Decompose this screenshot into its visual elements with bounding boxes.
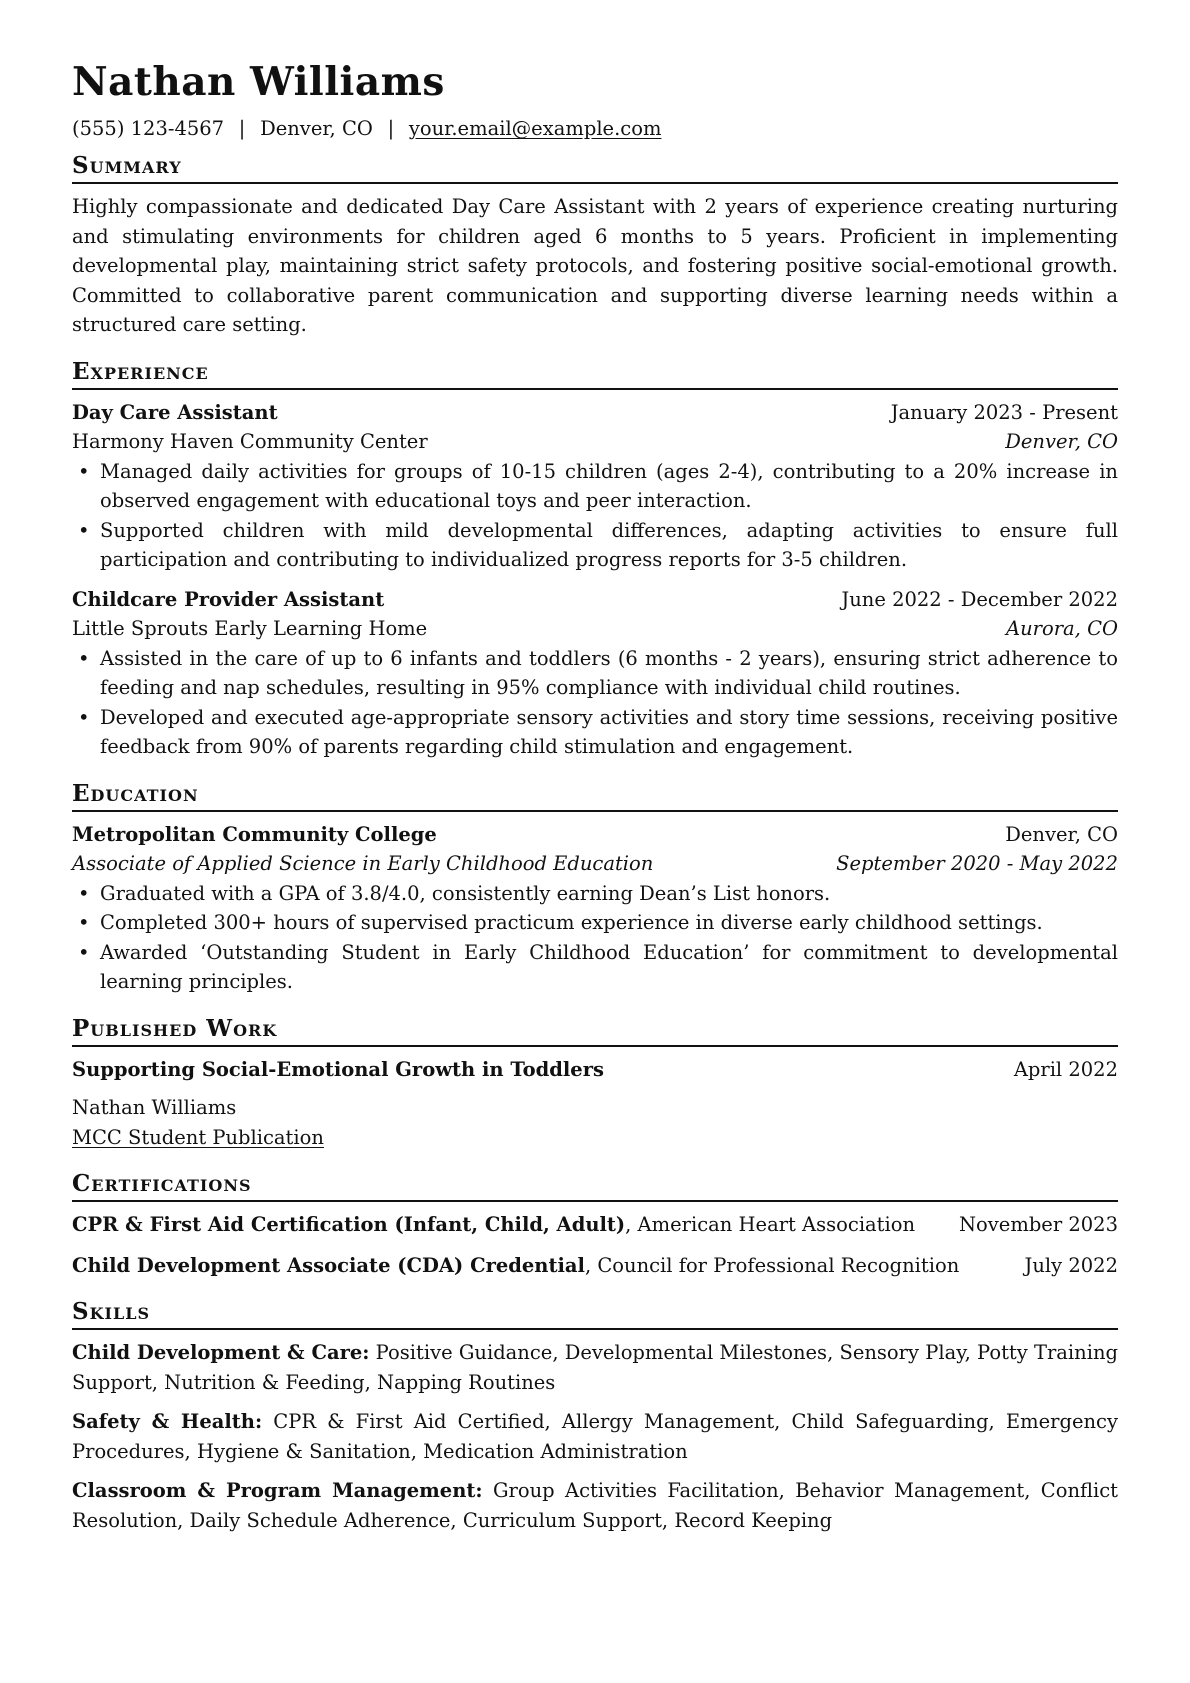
certification-date: July 2022 [1024, 1253, 1118, 1277]
job-bullets [72, 457, 1118, 575]
skill-group [72, 1338, 1118, 1397]
phone-number: (555) 123-4567 [72, 117, 225, 140]
publication-link[interactable]: MCC Student Publication [72, 1125, 324, 1149]
section-title-summary: Summary [72, 152, 1118, 184]
list-item: • Graduated with a GPA of 3.8/4.0, consistently earning Dean’s List honors. [72, 879, 1118, 909]
certification-name: CPR & First Aid Certification (Infant, Child, Adult) [72, 1213, 626, 1236]
publication-header-row [72, 1055, 1118, 1085]
job-org-row [72, 427, 1118, 457]
certification-row [72, 1210, 1118, 1240]
skill-group-text: CPR & First Aid Certified, Allergy Management, Child Safeguarding, Emergency Procedures, Hygiene & Sanitation, Medication Administration [72, 1410, 1118, 1463]
certification-text [72, 1210, 915, 1240]
education-header-row [72, 820, 1118, 850]
job-entry [72, 585, 1118, 762]
skill-group-text: Group Activities Facilitation, Behavior Management, Conflict Resolution, Daily Schedule Adherence, Curriculum Support, Record Keeping [72, 1479, 1118, 1532]
school-location: Denver, CO [1005, 822, 1118, 846]
job-dates: June 2022 - December 2022 [841, 587, 1118, 611]
location: Denver, CO [260, 117, 373, 140]
job-dates: January 2023 - Present [890, 400, 1118, 424]
job-header-row [72, 585, 1118, 615]
certification-text [72, 1251, 959, 1281]
contact-line [72, 114, 1118, 144]
list-item: • Assisted in the care of up to 6 infants and toddlers (6 months - 2 years), ensuring strict adherence to feeding and nap schedules, resulting in 95% compliance with individual child routines. [72, 644, 1118, 703]
education-bullets [72, 879, 1118, 997]
job-bullets [72, 644, 1118, 762]
summary-text: Highly compassionate and dedicated Day Care Assistant with 2 years of experience creating nurturing and stimulating environments for children aged 6 months to 5 years. Proficient in implementing developmental play, maintaining strict safety protocols, and fostering positive social-emotional growth. Committed to collaborative parent communication and supporting diverse learning needs within a structured care setting. [72, 195, 1118, 336]
job-org-row [72, 614, 1118, 644]
resume-page [72, 58, 1118, 1535]
list-item: • Completed 300+ hours of supervised practicum experience in diverse early childhood settings. [72, 908, 1118, 938]
job-header-row [72, 398, 1118, 428]
section-title-published-work: Published Work [72, 1015, 1118, 1047]
section-title-education: Education [72, 780, 1118, 812]
school-name: Metropolitan Community College [72, 822, 437, 846]
skill-group-text: Positive Guidance, Developmental Milestones, Sensory Play, Potty Training Support, Nutrition & Feeding, Napping Routines [72, 1341, 1118, 1394]
separator: | [387, 117, 395, 140]
job-organization: Harmony Haven Community Center [72, 430, 428, 453]
education-entry [72, 820, 1118, 997]
publication-date: April 2022 [1013, 1057, 1118, 1081]
publication-author: Nathan Williams [72, 1096, 237, 1119]
skill-group-label: Safety & Health: [72, 1410, 263, 1433]
skill-group [72, 1476, 1118, 1535]
separator: | [238, 117, 246, 140]
job-role: Day Care Assistant [72, 400, 278, 424]
education-dates: September 2020 - May 2022 [836, 852, 1118, 875]
list-item: • Managed daily activities for groups of 10-15 children (ages 2-4), contributing to a 20% increase in observed engagement with educational toys and peer interaction. [72, 457, 1118, 516]
job-role: Childcare Provider Assistant [72, 587, 385, 611]
list-item: • Awarded ‘Outstanding Student in Early Childhood Education’ for commitment to developmental learning principles. [72, 938, 1118, 997]
certification-date: November 2023 [958, 1213, 1118, 1236]
list-item: • Developed and executed age-appropriate sensory activities and story time sessions, receiving positive feedback from 90% of parents regarding child stimulation and engagement. [72, 703, 1118, 762]
list-item: • Supported children with mild developmental differences, adapting activities to ensure full participation and contributing to individualized progress reports for 3-5 children. [72, 516, 1118, 575]
job-organization: Little Sprouts Early Learning Home [72, 617, 428, 640]
job-location: Denver, CO [1005, 430, 1118, 453]
section-title-skills: Skills [72, 1298, 1118, 1330]
certification-row [72, 1251, 1118, 1281]
skill-group [72, 1407, 1118, 1466]
education-degree-row [72, 849, 1118, 879]
email-link[interactable]: your.email@example.com [408, 117, 662, 140]
skill-group-label: Classroom & Program Management: [72, 1479, 483, 1502]
certification-issuer: , American Heart Association [625, 1213, 916, 1236]
section-title-experience: Experience [72, 358, 1118, 390]
publication-title: Supporting Social-Emotional Growth in Toddlers [72, 1057, 604, 1081]
section-title-certifications: Certifications [72, 1170, 1118, 1202]
candidate-name: Nathan Williams [72, 59, 445, 105]
degree-name: Associate of Applied Science in Early Childhood Education [72, 852, 654, 875]
certification-name: Child Development Associate (CDA) Credential [72, 1253, 585, 1277]
job-entry [72, 398, 1118, 575]
certification-issuer: , Council for Professional Recognition [584, 1253, 960, 1277]
job-location: Aurora, CO [1006, 617, 1118, 640]
skill-group-label: Child Development & Care: [72, 1341, 370, 1364]
